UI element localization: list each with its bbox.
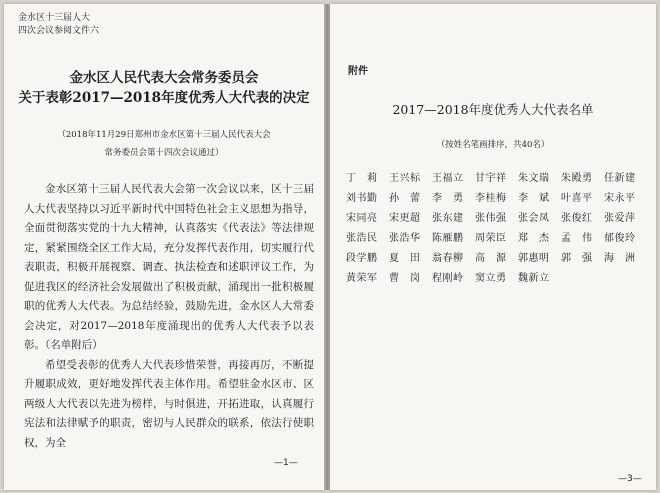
- representative-name: 夏 田: [389, 253, 421, 264]
- representative-name: 张俊红: [561, 213, 593, 224]
- representative-name: 叶喜平: [561, 193, 593, 204]
- list-note: （按姓名笔画排序，共40名）: [436, 140, 550, 150]
- representative-name: 李 勇: [432, 193, 464, 204]
- representative-name: 郭 强: [561, 253, 593, 264]
- representative-name: 周荣臣: [475, 233, 507, 244]
- adoption-note: [4, 126, 324, 162]
- representative-name: 李桂梅: [475, 193, 507, 204]
- right-page: [330, 4, 656, 490]
- left-page: [4, 4, 324, 490]
- representative-name: 孟 伟: [561, 233, 593, 244]
- representative-name: 陈雁鹏: [432, 233, 464, 244]
- representative-name: 海 洲: [604, 253, 636, 264]
- representative-name: 张会凤: [518, 213, 550, 224]
- document-title-line-1: 金水区人民代表大会常务委员会: [69, 70, 259, 86]
- body-paragraph: 希望受表彰的优秀人大代表珍惜荣誉，再接再厉，不断提升履职成效，更好地发挥代表主体作用。希望驻金水区市、区两级人大代表以先进为榜样，与时俱进，开拓进取，认真履行宪法和法律赋予的职责，密切与人民群众的联系，依法行使职权，为全: [24, 358, 314, 449]
- representative-name: 宋同亮: [346, 213, 378, 224]
- body-paragraph: 金水区第十三届人民代表大会第一次会议以来，区十三届人大代表坚持以习近平新时代中国特色社会主义思想为指导，全面贯彻落实党的十九大精神，认真落实《代表法》等法律规定，紧紧围绕全区工作大局，充分发挥代表作用，切实履行代表职责，积极开展视察、调查、执法检查和述职评议工作，为促进我区的经济社会发展做出了积极贡献，涌现出一批积极履职的优秀人大代表。为总结经验，鼓励先进，金水区人大常委会决定，对2017—2018年度涌现出的优秀人大代表予以表彰。（名单附后）: [24, 183, 314, 351]
- representative-name: 窦立勇: [475, 273, 507, 284]
- representative-name: 宋永平: [604, 193, 636, 204]
- page-number: —3—: [618, 474, 642, 484]
- representative-name: 程刚岭: [432, 273, 464, 284]
- adoption-note-line: 常务委员会第十四次会议通过）: [104, 148, 224, 158]
- representative-name: 曹 岗: [389, 273, 421, 284]
- representative-names-list: [346, 172, 650, 285]
- representative-name: 丁 莉: [346, 173, 378, 184]
- representative-name: 朱殿勇: [561, 173, 593, 184]
- representative-name: 张浩民: [346, 233, 378, 244]
- header-note-line: 金水区十三届人大: [18, 13, 91, 23]
- representative-name: 张爱萍: [604, 213, 636, 224]
- representative-name: 郭惠明: [518, 253, 550, 264]
- representative-name: 孙 蕾: [389, 193, 421, 204]
- representative-name: 黄荣军: [346, 273, 378, 284]
- representative-name: 刘书勤: [346, 193, 378, 204]
- document-title-line-2: 关于表彰2017—2018年度优秀人大代表的决定: [18, 90, 310, 106]
- header-note-line: 四次会议参阅文件六: [18, 26, 100, 36]
- representative-name: 翁春柳: [432, 253, 464, 264]
- adoption-note-line: （2018年11月29日郑州市金水区第十三届人民代表大会: [57, 130, 271, 140]
- attachment-label: 附件: [348, 66, 368, 77]
- representative-name: 宋更超: [389, 213, 421, 224]
- decision-body: [24, 180, 314, 453]
- representative-name: 段学鹏: [346, 253, 378, 264]
- representative-name: 任新建: [604, 173, 636, 184]
- page-number: —1—: [274, 458, 298, 468]
- representative-name: 魏新立: [518, 273, 550, 284]
- session-reference-note: [18, 12, 99, 38]
- representative-name: 郁俊玲: [604, 233, 636, 244]
- representative-name: 张伟强: [475, 213, 507, 224]
- representative-name: 李 斌: [518, 193, 550, 204]
- list-title: 2017—2018年度优秀人大代表名单: [392, 102, 594, 117]
- representative-name: 郑 杰: [518, 233, 550, 244]
- representative-name: 朱文瑞: [518, 173, 550, 184]
- representative-name: 甘宇祥: [475, 173, 507, 184]
- representative-name: 王兴标: [389, 173, 421, 184]
- representative-name: 高 源: [475, 253, 507, 264]
- representative-name: 王福立: [432, 173, 464, 184]
- representative-name: 张浩华: [389, 233, 421, 244]
- representative-name: 张东建: [432, 213, 464, 224]
